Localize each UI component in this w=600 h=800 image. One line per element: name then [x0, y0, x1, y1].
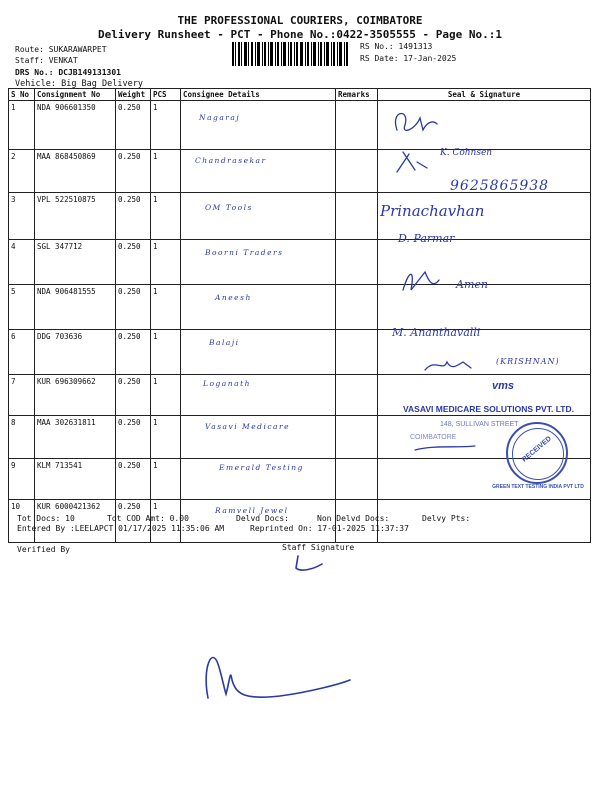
cell-sno: 8 — [9, 416, 35, 459]
cell-pcs: 1 — [151, 500, 181, 543]
cell-consignee: Ramvell Jewel — [181, 500, 336, 543]
sig-row7-name: (KRISHNAN) — [496, 357, 560, 366]
cell-sno: 7 — [9, 375, 35, 416]
delvy-pts: Delvy Pts: — [422, 514, 471, 523]
cell-sno: 2 — [9, 150, 35, 193]
cell-consignment: KUR 6000421362 — [35, 500, 116, 543]
cell-sno: 9 — [9, 459, 35, 500]
sig-row6-name: M. Ananthavalli — [392, 326, 481, 339]
cell-consignee: OM Tools — [181, 193, 336, 240]
sig-row3-phone: 9625865938 — [450, 178, 550, 194]
sig-row3-name: Prinachavhan — [380, 202, 485, 220]
rs-no-value: 1491313 — [398, 42, 433, 51]
seal-received-text: RECEIVED — [521, 435, 553, 464]
barcode-image — [232, 42, 350, 66]
cell-consignment: MAA 868450869 — [35, 150, 116, 193]
cell-sno: 1 — [9, 101, 35, 150]
reprinted-on: Reprinted On: 17-01-2025 11:37:37 — [250, 524, 409, 533]
tot-cod: Tot COD Amt: 0.00 — [107, 514, 189, 523]
cell-remarks — [336, 101, 378, 150]
signature-row9 — [415, 446, 475, 450]
cell-consignment: VPL 522510875 — [35, 193, 116, 240]
cell-pcs: 1 — [151, 416, 181, 459]
cell-consignment: DDG 703636 — [35, 330, 116, 375]
entered-by: Entered By :LEELAPCT 01/17/2025 11:35:06 AM — [17, 524, 225, 533]
signature-row2-mark — [397, 152, 427, 172]
cell-consignee: Emerald Testing — [181, 459, 336, 500]
cell-consignment: SGL 347712 — [35, 240, 116, 285]
drs-label: DRS No.: — [15, 68, 54, 77]
col-consignment: Consignment No — [35, 89, 116, 101]
cell-sno: 4 — [9, 240, 35, 285]
route-line — [15, 45, 107, 54]
staff-value: VENKAT — [48, 56, 78, 65]
cell-consignment: MAA 302631811 — [35, 416, 116, 459]
cell-weight: 0.250 — [116, 416, 151, 459]
cell-consignee: Balaji — [181, 330, 336, 375]
cell-remarks — [336, 150, 378, 193]
staff-label: Staff: — [15, 56, 44, 65]
col-sno: S No — [9, 89, 35, 101]
route-value: SUKARAWARPET — [48, 45, 107, 54]
staff-signature-label: Staff Signature — [282, 543, 355, 552]
cell-weight: 0.250 — [116, 150, 151, 193]
cell-pcs: 1 — [151, 150, 181, 193]
signature-row7 — [425, 362, 471, 370]
signature-row1 — [395, 114, 437, 131]
cell-sno: 3 — [9, 193, 35, 240]
cell-remarks — [336, 330, 378, 375]
cell-weight: 0.250 — [116, 500, 151, 543]
cell-consignment: NDA 906601350 — [35, 101, 116, 150]
delvd-docs: Delvd Docs: — [236, 514, 289, 523]
col-pcs: PCS — [151, 89, 181, 101]
cell-consignment: NDA 906481555 — [35, 285, 116, 330]
cell-pcs: 1 — [151, 240, 181, 285]
staff-signature-mark — [280, 550, 340, 580]
drs-line — [15, 68, 121, 77]
rs-date-value: 17-Jan-2025 — [403, 54, 457, 63]
cell-weight: 0.250 — [116, 101, 151, 150]
cell-consignee: Chandrasekar — [181, 150, 336, 193]
runsheet-subtitle: Delivery Runsheet - PCT - Phone No.:0422-3505555 - Page No.:1 — [98, 28, 502, 41]
rs-date-line — [360, 54, 456, 63]
verified-by: Verified By — [17, 545, 70, 554]
col-weight: Weight — [116, 89, 151, 101]
cell-remarks — [336, 193, 378, 240]
cell-remarks — [336, 375, 378, 416]
vms-logo: vms — [492, 380, 515, 392]
table-header-row — [9, 89, 591, 101]
cell-remarks — [336, 285, 378, 330]
company-stamp: VASAVI MEDICARE SOLUTIONS PVT. LTD. — [403, 404, 574, 414]
rs-no-line — [360, 42, 432, 51]
cell-remarks — [336, 240, 378, 285]
cell-weight: 0.250 — [116, 193, 151, 240]
cell-pcs: 1 — [151, 285, 181, 330]
rs-date-label: RS Date: — [360, 54, 399, 63]
cell-consignee: Boorni Traders — [181, 240, 336, 285]
cell-pcs: 1 — [151, 375, 181, 416]
sig-row4-name: D. Parmar — [398, 232, 455, 245]
cell-pcs: 1 — [151, 193, 181, 240]
cell-remarks — [336, 416, 378, 459]
cell-pcs: 1 — [151, 459, 181, 500]
drs-value: DCJB149131301 — [58, 68, 121, 77]
signature-row5 — [403, 272, 439, 290]
cell-sno: 5 — [9, 285, 35, 330]
cell-weight: 0.250 — [116, 330, 151, 375]
cell-sno: 10 — [9, 500, 35, 543]
col-remarks: Remarks — [336, 89, 378, 101]
cell-weight: 0.250 — [116, 285, 151, 330]
seal-ring-text: GREEN TEXT TESTING INDIA PVT LTD — [492, 484, 584, 490]
cell-pcs: 1 — [151, 101, 181, 150]
staff-line — [15, 56, 78, 65]
col-signature: Seal & Signature — [378, 89, 591, 101]
cell-consignment: KUR 696309662 — [35, 375, 116, 416]
route-label: Route: — [15, 45, 44, 54]
cell-consignee: Vasavi Medicare — [181, 416, 336, 459]
received-seal — [492, 422, 584, 490]
vehicle-value: Big Bag Delivery — [61, 79, 143, 89]
cell-remarks — [336, 459, 378, 500]
stamp-address: 148, SULLIVAN STREET — [440, 421, 519, 428]
vehicle-label: Vehicle: — [15, 79, 56, 89]
cell-consignee: Nagaraj — [181, 101, 336, 150]
tot-docs: Tot Docs: 10 — [17, 514, 75, 523]
non-delvd-docs: Non Delvd Docs: — [317, 514, 390, 523]
col-consignee: Consignee Details — [181, 89, 336, 101]
stamp-city: COIMBATORE — [410, 434, 457, 441]
sig-row2-name: K. Cohnsen — [440, 148, 493, 158]
cell-consignee: Aneesh — [181, 285, 336, 330]
cell-weight: 0.250 — [116, 459, 151, 500]
cell-pcs: 1 — [151, 330, 181, 375]
rs-no-label: RS No.: — [360, 42, 394, 51]
cell-weight: 0.250 — [116, 240, 151, 285]
cell-sno: 6 — [9, 330, 35, 375]
sig-row5-name: Amen — [456, 278, 488, 291]
cell-consignment: KLM 713541 — [35, 459, 116, 500]
company-title: THE PROFESSIONAL COURIERS, COIMBATORE — [177, 14, 423, 27]
cell-weight: 0.250 — [116, 375, 151, 416]
cell-consignee: Loganath — [181, 375, 336, 416]
verifier-signature — [200, 640, 360, 710]
